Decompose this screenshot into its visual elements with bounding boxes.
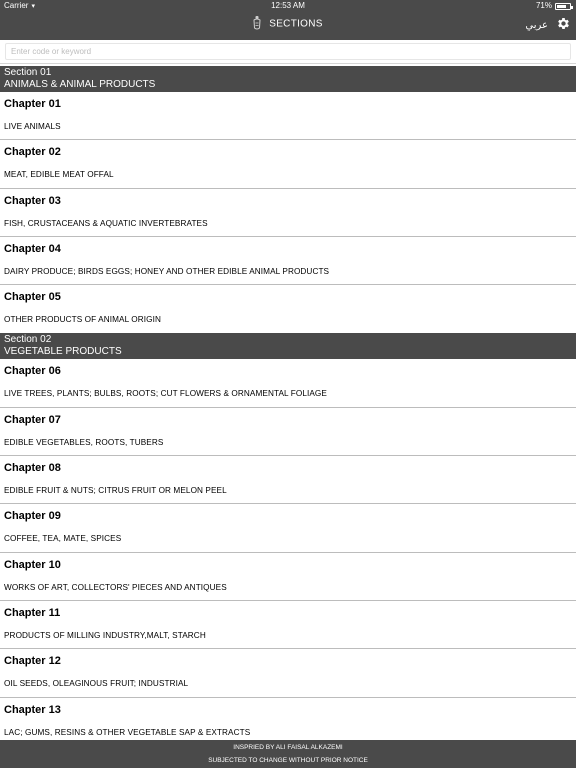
chapter-description: OIL SEEDS, OLEAGINOUS FRUIT; INDUSTRIAL xyxy=(4,679,189,689)
chapter-title: Chapter 11 xyxy=(4,606,61,619)
chapter-description: PRODUCTS OF MILLING INDUSTRY,MALT, STARCH xyxy=(4,630,206,640)
chapter-description: LAC; GUMS, RESINS & OTHER VEGETABLE SAP & EXTRACTS xyxy=(4,727,251,737)
section-number: Section 01 xyxy=(4,67,52,78)
chapter-title: Chapter 01 xyxy=(4,98,61,110)
chapter-row[interactable] xyxy=(0,359,576,407)
gear-icon[interactable] xyxy=(556,16,571,31)
chapter-row[interactable] xyxy=(0,553,576,601)
wifi-icon: ▾ xyxy=(31,3,35,10)
chapter-description: LIVE TREES, PLANTS; BULBS, ROOTS; CUT FLOWERS & ORNAMENTAL FOLIAGE xyxy=(4,389,327,399)
search-bar xyxy=(0,40,576,64)
status-time: 12:53 AM xyxy=(271,1,305,10)
chapter-row[interactable] xyxy=(0,698,576,746)
carrier-text: Carrier xyxy=(4,1,29,10)
chapter-description: DAIRY PRODUCE; BIRDS EGGS; HONEY AND OTHER EDIBLE ANIMAL PRODUCTS xyxy=(4,266,330,276)
chapter-row[interactable] xyxy=(0,649,576,697)
chapter-row[interactable] xyxy=(0,237,576,285)
section-name: VEGETABLE PRODUCTS xyxy=(4,346,122,358)
chapter-description: MEAT, EDIBLE MEAT OFFAL xyxy=(4,170,114,180)
chapter-title: Chapter 04 xyxy=(4,242,61,255)
chapter-title: Chapter 13 xyxy=(4,703,61,716)
navigation-bar xyxy=(0,12,576,40)
footer-bar xyxy=(0,740,576,768)
section-number: Section 02 xyxy=(4,334,52,346)
language-toggle-button[interactable]: عربي xyxy=(525,20,548,31)
nav-title-group xyxy=(0,17,576,31)
top-bar xyxy=(0,0,576,40)
chapter-row[interactable] xyxy=(0,285,576,333)
section-header xyxy=(0,333,576,359)
sections-list[interactable] xyxy=(0,66,576,746)
chapter-row[interactable] xyxy=(0,140,576,188)
battery-percent: 71% xyxy=(535,1,552,10)
chapter-description: EDIBLE FRUIT & NUTS; CITRUS FRUIT OR MELON PEEL xyxy=(4,486,227,496)
section-header xyxy=(0,66,576,92)
chapter-title: Chapter 02 xyxy=(4,146,61,159)
page-title: SECTIONS xyxy=(269,18,323,30)
search-input[interactable] xyxy=(5,43,571,60)
chapter-row[interactable] xyxy=(0,504,576,552)
chapter-title: Chapter 07 xyxy=(4,413,61,426)
footer-notice: SUBJECTED TO CHANGE WITHOUT PRIOR NOTICE xyxy=(208,757,368,764)
chapter-description: OTHER PRODUCTS OF ANIMAL ORIGIN xyxy=(4,315,162,325)
chapter-title: Chapter 09 xyxy=(4,510,61,523)
chapter-title: Chapter 10 xyxy=(4,558,61,571)
chapter-description: LIVE ANIMALS xyxy=(4,122,61,131)
footer-credit: INSPRIED BY ALI FAISAL ALKAZEMI xyxy=(233,744,343,751)
status-bar xyxy=(0,0,576,12)
emblem-icon xyxy=(253,16,261,30)
chapter-row[interactable] xyxy=(0,601,576,649)
battery-fill xyxy=(557,5,566,8)
chapter-description: COFFEE, TEA, MATE, SPICES xyxy=(4,534,122,544)
section-name: ANIMALS & ANIMAL PRODUCTS xyxy=(4,79,156,90)
chapter-description: FISH, CRUSTACEANS & AQUATIC INVERTEBRATES xyxy=(4,218,208,228)
chapter-row[interactable] xyxy=(0,408,576,456)
chapter-row[interactable] xyxy=(0,189,576,237)
chapter-title: Chapter 06 xyxy=(4,365,61,378)
chapter-title: Chapter 08 xyxy=(4,462,61,475)
chapter-description: EDIBLE VEGETABLES, ROOTS, TUBERS xyxy=(4,437,164,447)
chapter-title: Chapter 05 xyxy=(4,291,61,304)
chapter-description: WORKS OF ART, COLLECTORS' PIECES AND ANTIQUES xyxy=(4,582,227,592)
chapter-title: Chapter 12 xyxy=(4,655,61,668)
battery-icon xyxy=(555,3,571,10)
chapter-row[interactable] xyxy=(0,92,576,140)
chapter-title: Chapter 03 xyxy=(4,194,61,207)
chapter-row[interactable] xyxy=(0,456,576,504)
battery-tip xyxy=(571,6,573,9)
